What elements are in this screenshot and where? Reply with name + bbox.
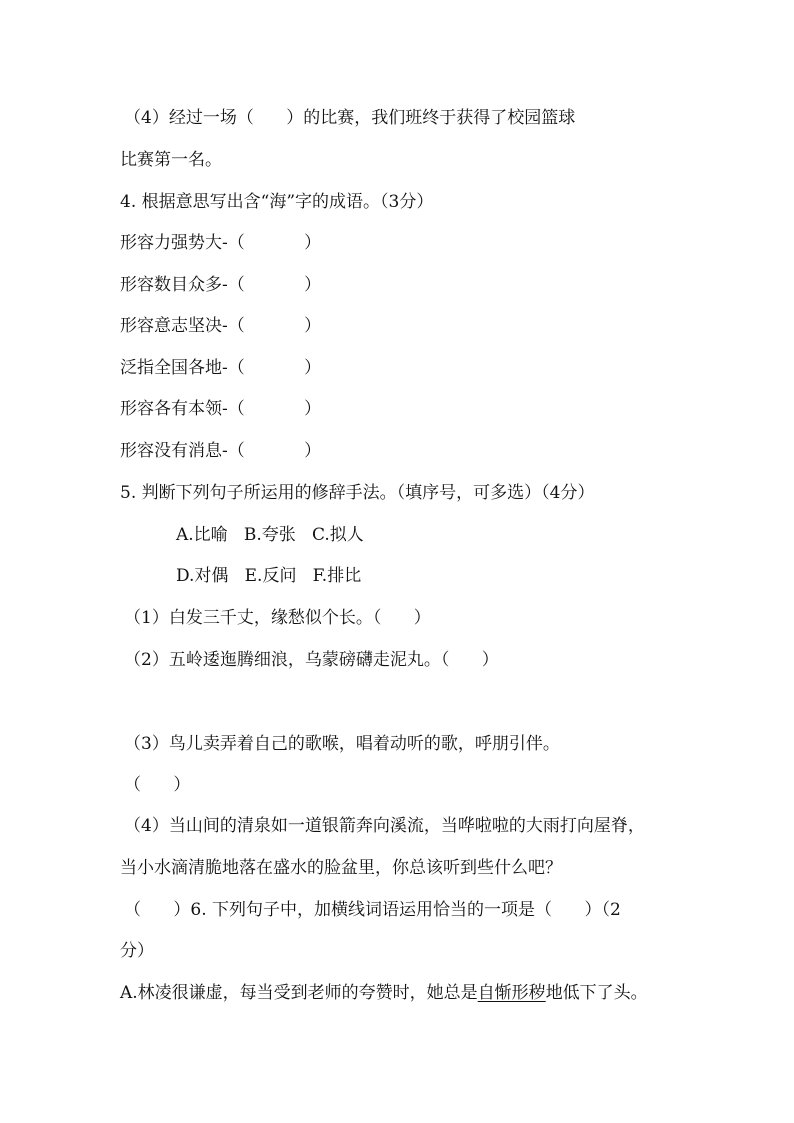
q5-sentence-3-blank: （ ） — [124, 775, 191, 795]
q5-sentence-3: （3）鸟儿卖弄着自己的歌喉，唱着动听的歌，呼朋引伴。 — [124, 734, 560, 754]
q5-options-row-1: A.比喻 B.夸张 C.拟人 — [176, 525, 364, 545]
q5-options-row-2: D.对偶 E.反问 F.排比 — [176, 566, 362, 586]
q4-item-3: 形容意志坚决-（ ） — [120, 316, 322, 336]
q4-item-1: 形容力强势大-（ ） — [120, 233, 322, 253]
q4-item-6: 形容没有消息-（ ） — [120, 441, 322, 461]
q5-sentence-2: （2）五岭逶迤腾细浪，乌蒙磅礴走泥丸。（ ） — [124, 650, 499, 670]
q6-option-a-after: 地低下了头。 — [545, 983, 648, 1003]
question-6-line1: （ ）6. 下列句子中，加横线词语运用恰当的一项是（ ）（2 — [124, 900, 621, 920]
q6-option-a-before: A.林凌很谦虚，每当受到老师的夸赞时，她总是 — [120, 983, 478, 1003]
q5-sentence-4-line2: 当小水滴清脆地落在盛水的脸盆里，你总该听到些什么吧？ — [120, 858, 562, 878]
q5-sentence-1: （1）白发三千丈，缘愁似个长。（ ） — [124, 608, 431, 628]
q3-item4-line2: 比赛第一名。 — [120, 150, 222, 170]
question-4-title: 4. 根据意思写出含“海”字的成语。（3分） — [120, 192, 434, 212]
q4-item-4: 泛指全国各地-（ ） — [120, 358, 322, 378]
q3-item4-line1: （4）经过一场（ ）的比赛，我们班终于获得了校园篮球 — [124, 108, 576, 128]
q5-sentence-4-line1: （4）当山间的清泉如一道银箭奔向溪流，当哗啦啦的大雨打向屋脊， — [124, 816, 645, 836]
q6-option-a — [120, 982, 648, 1004]
q6-option-a-underlined-phrase: 自惭形秽 — [477, 983, 546, 1003]
q4-item-5: 形容各有本领-（ ） — [120, 399, 322, 419]
question-6-line2: 分） — [120, 941, 154, 961]
q4-item-2: 形容数目众多-（ ） — [120, 275, 322, 295]
question-5-title: 5. 判断下列句子所运用的修辞手法。（填序号，可多选）（4分） — [120, 483, 595, 503]
